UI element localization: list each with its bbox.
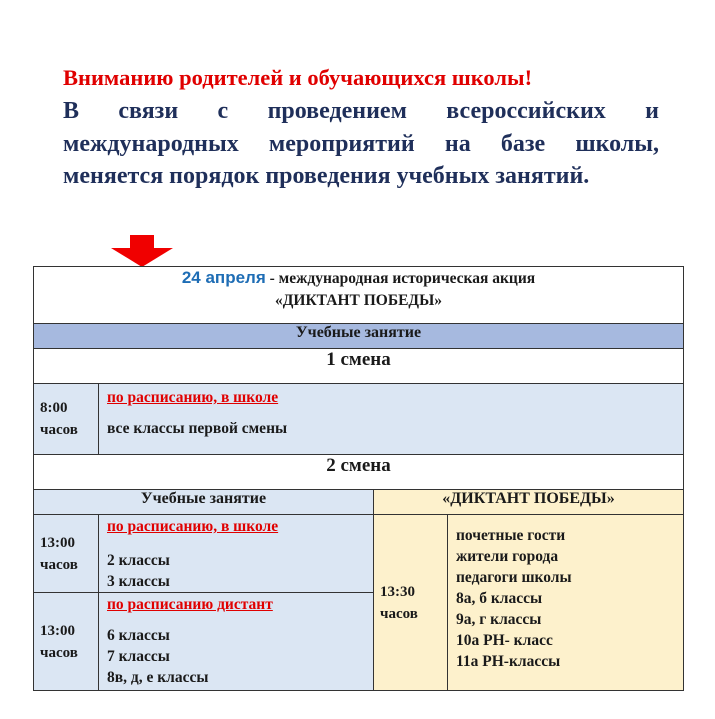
- shift1-title: 1 смена: [34, 349, 684, 384]
- shift2-row1-time: [34, 515, 99, 593]
- shift2-row1-mode: по расписанию, в школе: [107, 518, 279, 535]
- event-date: 24 апреля: [181, 268, 266, 287]
- shift1-lessons-row: [34, 384, 684, 455]
- shift2-subheader-row: [34, 490, 684, 515]
- dictation-time-unit: часов: [380, 605, 418, 622]
- shift1-time: [34, 384, 99, 455]
- event-name: «ДИКТАНТ ПОБЕДЫ»: [274, 292, 443, 309]
- shift2-row2-time-unit: часов: [40, 644, 78, 661]
- notice-body: В связи с проведением всероссийских и международных мероприятий на базе школы, меняется порядок проведения учебных занятий.: [63, 98, 659, 189]
- shift1-classes: все классы первой смены: [107, 420, 288, 437]
- shift1-details: [99, 384, 684, 455]
- shift2-row1-details: [99, 515, 374, 593]
- shift2-row2-time-value: 13:00: [40, 622, 75, 639]
- schedule-table: [33, 266, 684, 691]
- class-item: 7 классы: [107, 648, 170, 665]
- shift1-time-unit: часов: [40, 422, 78, 438]
- shift2-row: [34, 455, 684, 490]
- participant-item: 11а РН-классы: [456, 653, 561, 670]
- lessons-header-row: [34, 324, 684, 349]
- dictation-time-value: 13:30: [380, 583, 415, 600]
- shift2-dictation-header: «ДИКТАНТ ПОБЕДЫ»: [374, 490, 684, 515]
- participant-item: почетные гости: [456, 527, 566, 544]
- arrow-down-icon: [111, 235, 173, 267]
- participant-item: жители города: [456, 548, 559, 565]
- dictation-participants: [448, 515, 684, 691]
- class-item: 2 классы: [107, 552, 170, 569]
- class-item: 8в, д, е классы: [107, 669, 209, 686]
- shift1-time-value: 8:00: [40, 400, 68, 416]
- dictation-time: [374, 515, 448, 691]
- shift2-row1-time-value: 13:00: [40, 534, 75, 551]
- shift2-row1-time-unit: часов: [40, 556, 78, 573]
- shift2-row2-time: [34, 593, 99, 691]
- shift2-row2-details: [99, 593, 374, 691]
- event-header-row: [34, 267, 684, 324]
- shift2-lessons-header: Учебные занятие: [34, 490, 374, 515]
- shift2-row2-mode: по расписанию дистант: [107, 596, 273, 613]
- class-item: 6 классы: [107, 627, 170, 644]
- event-description: - международная историческая акция: [265, 270, 536, 287]
- participant-item: 8а, б классы: [456, 590, 543, 607]
- shift2-title: 2 смена: [34, 455, 684, 490]
- shift1-row: [34, 349, 684, 384]
- notice-title: Вниманию родителей и обучающихся школы!: [63, 65, 533, 90]
- participant-item: 10а РН- класс: [456, 632, 553, 649]
- class-item: 3 классы: [107, 573, 170, 590]
- participant-item: педагоги школы: [456, 569, 572, 586]
- event-header-cell: [34, 267, 684, 324]
- participant-item: 9а, г классы: [456, 611, 542, 628]
- lessons-header: Учебные занятие: [34, 324, 684, 349]
- shift2-lessons-row-1: [34, 515, 684, 593]
- shift1-mode: по расписанию, в школе: [107, 389, 279, 406]
